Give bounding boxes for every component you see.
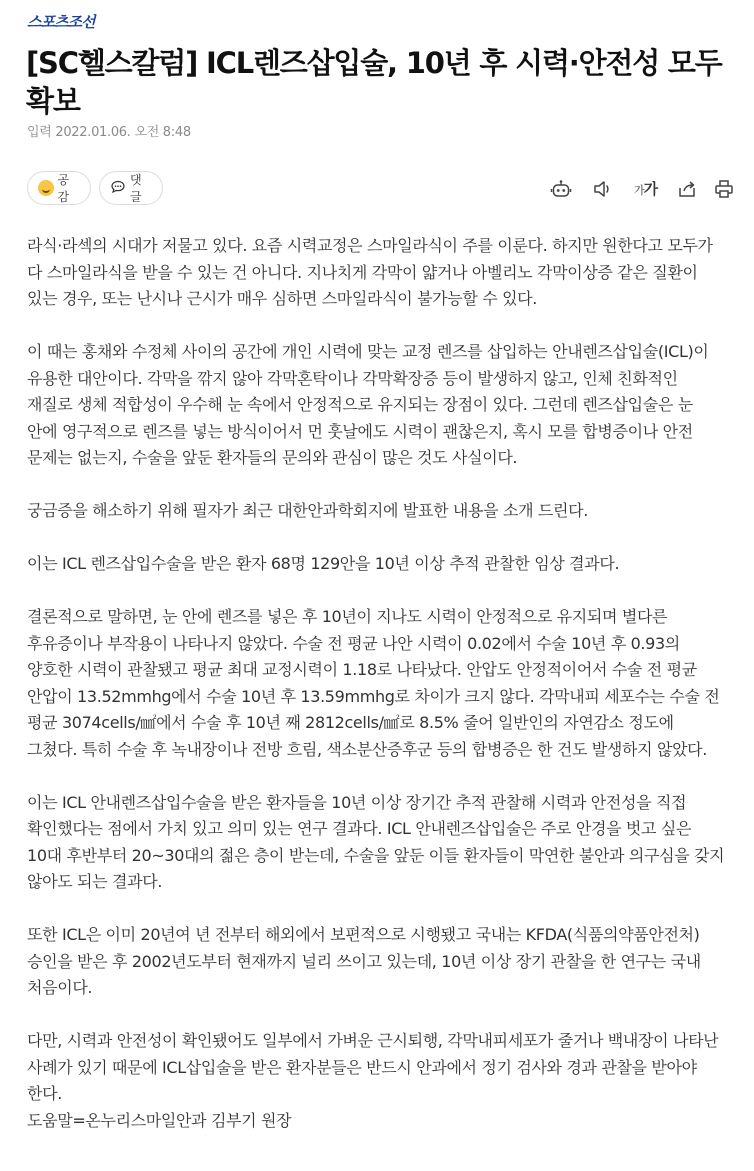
article-paragraph: 또한 ICL은 이미 20년여 년 전부터 해외에서 보편적으로 시행됐고 국내는 KFDA(식품의약품안전처)승인을 받은 후 2002년도부터 현재까지 널리 쓰이고 있는데, 10년 이상 장기 관찰을 한 연구는 국내 처음이다. [27, 925, 701, 997]
speech-bubble-icon [110, 179, 126, 198]
font-size-button[interactable] [634, 178, 658, 200]
publish-date: 입력 2022.01.06. 오전 8:48 [27, 125, 191, 140]
share-icon[interactable] [676, 178, 698, 200]
print-icon[interactable] [713, 178, 735, 200]
robot-icon[interactable] [550, 178, 572, 200]
article-paragraph: 이는 ICL 안내렌즈삽입수술을 받은 환자들을 10년 이상 장기간 추적 관찰해 시력과 안전성을 직접 확인했다는 점에서 가치 있고 의미 있는 연구 결과다. ICL 안내렌즈삽입술은 주로 안경을 벗고 싶은 10대 후반부터 20~30대의 젊은 층이 받는데, 수술을 앞둔 이들 환자들이 막연한 불안과 의구심을 갖지 않아도 되는 결과다. [27, 792, 725, 891]
speaker-icon[interactable] [592, 178, 614, 200]
font-size-large-label: 가 [643, 180, 658, 198]
article-paragraph: 이 때는 홍채와 수정체 사이의 공간에 개인 시력에 맞는 교정 렌즈를 삽입하는 안내렌즈삽입술(ICL)이 유용한 대안이다. 각막을 깎지 않아 각막혼탁이나 각막확장증 등이 발생하지 않고, 인체 친화적인 재질로 생체 적합성이 우수해 눈 속에서 안정적으로 유지되는 장점이 있다. 그런데 렌즈삽입술은 눈 안에 영구적으로 렌즈를 넣는 방식이어서 먼 훗날에도 시력이 괜찮은지, 혹시 모를 합병증이나 안전 문제는 없는지, 수술을 앞둔 환자들의 문의와 관심이 많은 것도 사실이다. [27, 342, 709, 467]
article-paragraph: 이는 ICL 렌즈삽입수술을 받은 환자 68명 129안을 10년 이상 추적 관찰한 임상 결과다. [27, 554, 620, 573]
article-body [27, 233, 727, 1134]
article-paragraph: 라식·라섹의 시대가 저물고 있다. 요즘 시력교정은 스마일라식이 주를 이룬다. 하지만 원한다고 모두가 다 스마일라식을 받을 수 있는 건 아니다. 지나치게 각막이 얇거나 아벨리노 각막이상증 같은 질환이 있는 경우, 또는 난시나 근시가 매우 심하면 스마일라식이 불가능할 수 있다. [27, 236, 713, 308]
font-size-small-label: 가 [634, 184, 644, 197]
article-title: [SC헬스칼럼] ICL렌즈삽입술, 10년 후 시력·안전성 모두 확보 [26, 46, 722, 118]
like-button[interactable] [27, 171, 91, 205]
article-paragraph: 궁금증을 해소하기 위해 필자가 최근 대한안과학회지에 발표한 내용을 소개 드린다. [27, 501, 588, 520]
like-label: 공감 [57, 173, 70, 204]
article-paragraph: 다만, 시력과 안전성이 확인됐어도 일부에서 가벼운 근시퇴행, 각막내피세포가 줄거나 백내장이 나타난 사례가 있기 때문에 ICL삽입술을 받은 환자분들은 반드시 안과에서 정기 검사와 경과 관찰을 받아야 한다. [27, 1031, 719, 1103]
article-credit: 도움말=온누리스마일안과 김부기 원장 [27, 1110, 292, 1130]
smile-emoji-icon [38, 180, 54, 196]
site-logo[interactable]: 스포츠조선 [27, 13, 95, 31]
comment-button[interactable] [99, 171, 163, 205]
article-paragraph: 결론적으로 말하면, 눈 안에 렌즈를 넣은 후 10년이 지나도 시력이 안정적으로 유지되며 별다른 후유증이나 부작용이 나타나지 않았다. 수술 전 평균 나안 시력이 0.02에서 수술 10년 후 0.93의 양호한 시력이 관찰됐고 평균 최대 교정시력이 1.18로 나타났다. 안압도 안정적이어서 수술 전 평균 안압이 13.52mmhg에서 수술 10년 후 13.59mmhg로 차이가 크지 않다. 각막내피 세포수는 수술 전 평균 3074cells/㎟에서 수술 후 10년 째 2812cells/㎟로 8.5% 줄어 일반인의 자연감소 정도에 그쳤다. 특히 수술 후 녹내장이나 전방 흐림, 색소분산증후군 등의 합병증은 한 건도 발생하지 않았다. [27, 607, 720, 759]
comment-label: 댓글 [130, 173, 142, 204]
